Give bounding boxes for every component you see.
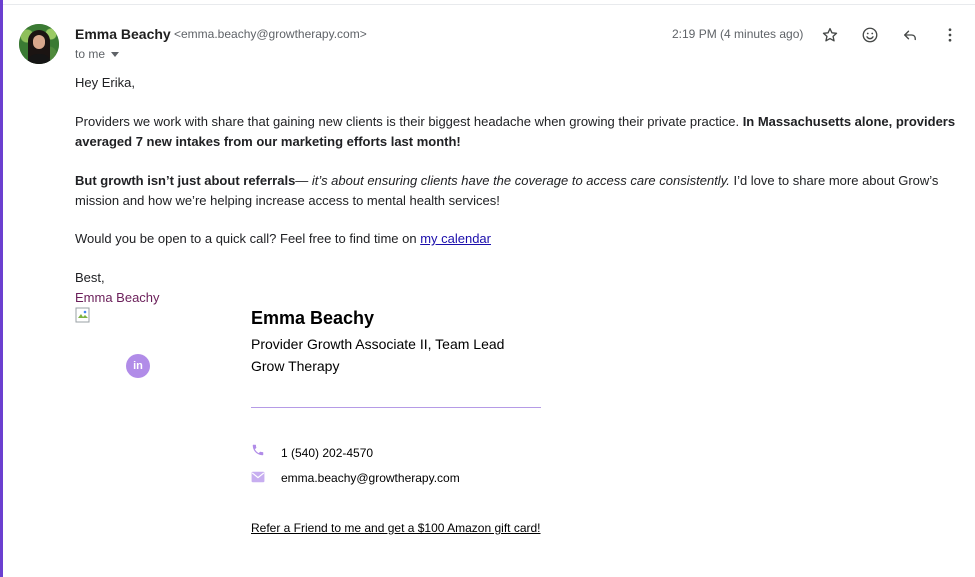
signature-name: Emma Beachy bbox=[251, 308, 375, 328]
linkedin-icon[interactable]: in bbox=[126, 354, 150, 378]
emoji-icon[interactable] bbox=[859, 24, 881, 46]
sender-name[interactable]: Emma Beachy bbox=[75, 26, 171, 42]
signature-phone[interactable]: 1 (540) 202-4570 bbox=[281, 446, 374, 460]
recipient-label: to me bbox=[75, 47, 106, 61]
email-greeting: Hey Erika, bbox=[75, 75, 135, 90]
reply-icon[interactable] bbox=[899, 24, 921, 46]
email-closing: Best, bbox=[75, 270, 105, 285]
email-paragraph-3: Would you be open to a quick call? Feel free to find time on my calendar bbox=[75, 231, 491, 246]
signature-email[interactable]: emma.beachy@growtherapy.com bbox=[281, 471, 460, 485]
broken-image-icon bbox=[75, 307, 91, 323]
calendar-link[interactable]: my calendar bbox=[420, 231, 491, 246]
mail-icon bbox=[251, 470, 265, 482]
recipient-details-toggle[interactable] bbox=[75, 47, 119, 61]
email-closing-name: Emma Beachy bbox=[75, 290, 160, 305]
email-paragraph-2: But growth isn’t just about referrals— it’s about ensuring clients have the coverage to access care consistently. I’d love to share more about Grow’s mission and how we’re helping increase access to mental health services! bbox=[75, 173, 939, 208]
chevron-down-icon bbox=[111, 52, 119, 57]
referral-link[interactable]: Refer a Friend to me and get a $100 Amazon gift card! bbox=[251, 521, 541, 535]
signature-title: Provider Growth Associate II, Team Lead bbox=[251, 336, 505, 352]
left-accent-bar bbox=[0, 0, 3, 577]
signature-divider bbox=[251, 407, 541, 408]
email-timestamp: 2:19 PM (4 minutes ago) bbox=[672, 27, 804, 41]
signature-company: Grow Therapy bbox=[251, 358, 340, 374]
sender-email: <emma.beachy@growtherapy.com> bbox=[174, 27, 367, 41]
more-vert-icon[interactable] bbox=[939, 24, 961, 46]
phone-icon bbox=[251, 443, 265, 457]
sender-avatar[interactable] bbox=[19, 24, 59, 64]
header-divider bbox=[3, 4, 975, 5]
star-icon[interactable] bbox=[819, 24, 841, 46]
email-paragraph-1: Providers we work with share that gaining new clients is their biggest headache when growing their private practice. In Massachusetts alone, providers averaged 7 new intakes from our marketing efforts last month! bbox=[75, 114, 956, 149]
